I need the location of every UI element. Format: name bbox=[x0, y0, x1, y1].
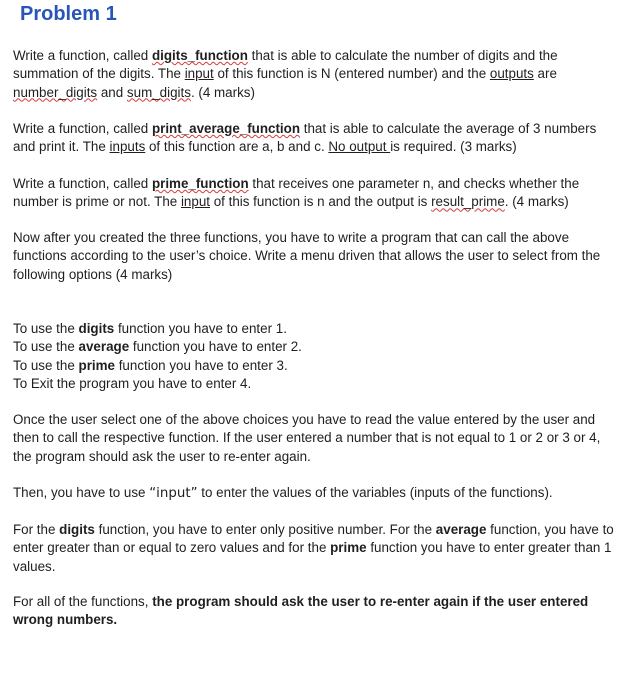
text: Write a function, called bbox=[13, 176, 152, 191]
text: function you have to enter 3. bbox=[114, 357, 288, 373]
menu-option-3 bbox=[13, 357, 621, 375]
text: To use the bbox=[13, 339, 79, 355]
output-result-prime: result_prime bbox=[431, 194, 505, 210]
text: For all of the functions, bbox=[13, 594, 153, 609]
output-sum-digits: sum_digits bbox=[126, 84, 191, 100]
paragraph-input-usage bbox=[13, 484, 621, 503]
function-name-prime: prime_function bbox=[151, 176, 249, 191]
function-name-digits: digits_function bbox=[151, 48, 248, 63]
text: Then, you have to use bbox=[13, 485, 150, 500]
menu-options-list bbox=[13, 320, 621, 393]
paragraph-prime-function bbox=[13, 175, 621, 212]
text: and bbox=[97, 84, 127, 100]
paragraph-average-function bbox=[13, 120, 621, 157]
text: . (4 marks) bbox=[504, 194, 569, 210]
underlined-input: input bbox=[184, 66, 214, 82]
paragraph-reenter-rule bbox=[13, 593, 621, 630]
text: are bbox=[533, 66, 557, 82]
bold-digits: digits bbox=[59, 522, 95, 537]
output-number-digits: number_digits bbox=[13, 84, 98, 100]
underlined-input: input bbox=[180, 194, 210, 210]
text: function you have to enter 1. bbox=[114, 321, 287, 336]
underlined-no-output: No output bbox=[328, 139, 391, 155]
bold-keyword: digits bbox=[78, 321, 115, 336]
function-name-average: print_average_function bbox=[151, 121, 301, 136]
text: function, you have to enter only positive number. For the bbox=[94, 522, 436, 537]
bold-average: average bbox=[435, 522, 487, 537]
bold-keyword: average bbox=[78, 339, 130, 355]
menu-option-1 bbox=[13, 320, 621, 338]
text: of this function are a, b and c. bbox=[145, 139, 329, 155]
text: To use the bbox=[13, 357, 79, 373]
menu-option-4 bbox=[13, 375, 621, 393]
paragraph-choice-handling: Once the user select one of the above choices you have to read the value entered by the user and then to call the respective function. If the user entered a number that is not equal to 1 or 2 or 3 or 4, the program should ask the user to re-enter again. bbox=[13, 412, 601, 464]
paragraph-input-constraints bbox=[13, 521, 621, 576]
text: is required. (3 marks) bbox=[390, 139, 517, 155]
bold-reenter-rule: the program should ask the user to re-enter again if the user entered wrong numbers. bbox=[13, 594, 589, 628]
underlined-inputs: inputs bbox=[109, 139, 146, 155]
text: To use the bbox=[13, 321, 79, 336]
text: of this function is N (entered number) and the bbox=[213, 66, 490, 82]
text: function, you have to enter greater than or equal to zero values and for the bbox=[13, 522, 614, 556]
quoted-input: “input” bbox=[149, 486, 198, 501]
menu-option-2 bbox=[13, 338, 621, 356]
text: that receives one parameter n, and checks whether the number is prime or not. The bbox=[13, 176, 580, 210]
text: function you have to enter 2. bbox=[129, 339, 302, 355]
text: To Exit the program you have to enter 4. bbox=[13, 375, 252, 391]
bold-prime: prime bbox=[330, 540, 367, 556]
paragraph-menu-intro: Now after you created the three functions, you have to write a program that can call the above functions according to the user’s choice. Write a menu driven that allows the user to select from the following options (4 marks) bbox=[13, 230, 601, 282]
bold-keyword: prime bbox=[78, 357, 115, 373]
text: Write a function, called bbox=[13, 48, 152, 63]
text: to enter the values of the variables (inputs of the functions). bbox=[197, 485, 553, 500]
text: of this function is n and the output is bbox=[210, 194, 432, 210]
text: function you have to enter greater than 1 values. bbox=[13, 540, 612, 574]
paragraph-digits-function bbox=[13, 47, 621, 102]
text: that is able to calculate the number of digits and the summation of the digits. The bbox=[13, 48, 558, 82]
text: . (4 marks) bbox=[190, 84, 255, 100]
text: Write a function, called bbox=[13, 121, 152, 136]
problem-title: Problem 1 bbox=[20, 3, 117, 25]
underlined-outputs: outputs bbox=[489, 66, 534, 82]
text: that is able to calculate the average of 3 numbers and print it. The bbox=[13, 121, 597, 155]
text: For the bbox=[13, 522, 60, 537]
